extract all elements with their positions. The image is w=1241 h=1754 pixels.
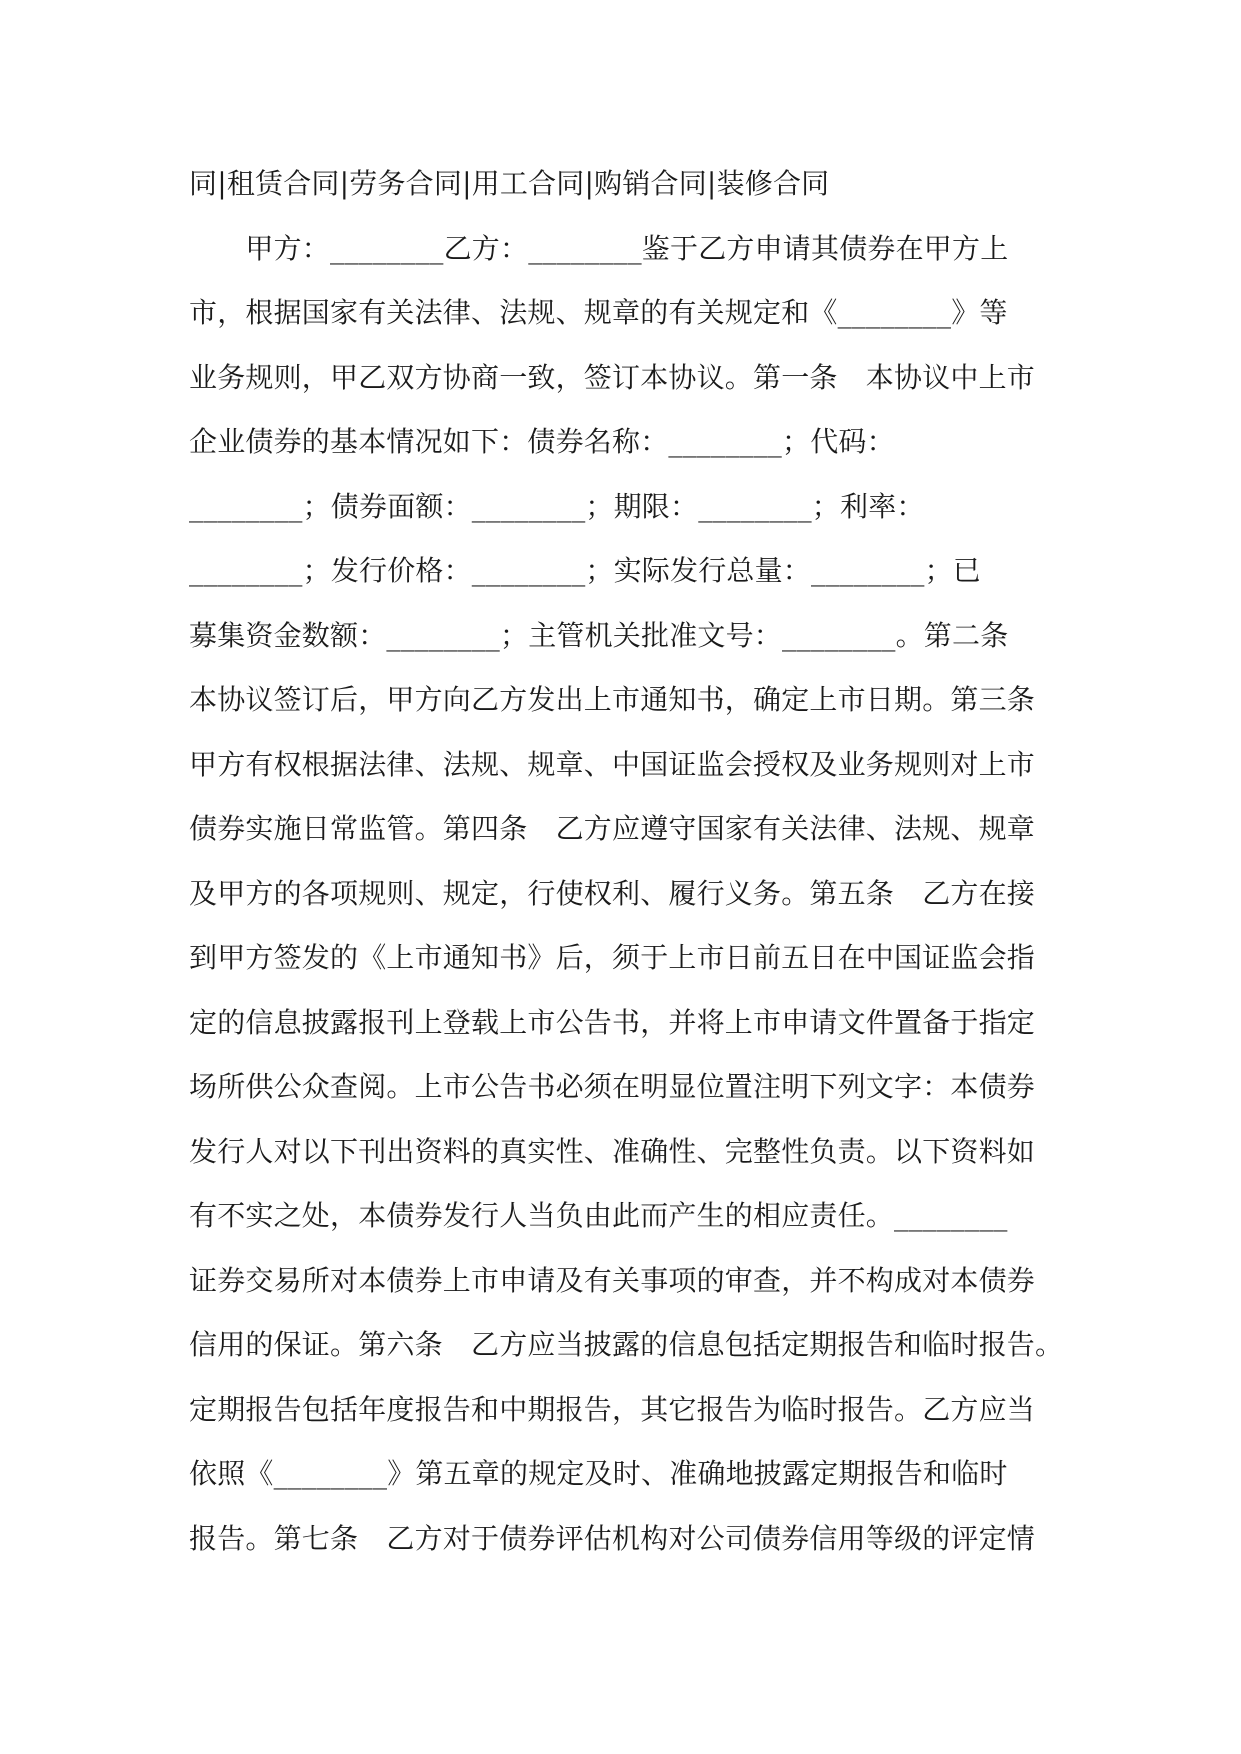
- document-line: 本协议签订后，甲方向乙方发出上市通知书，确定上市日期。第三条: [189, 683, 1036, 716]
- document-line: 同|租赁合同|劳务合同|用工合同|购销合同|装修合同: [189, 167, 830, 200]
- document-line: 定的信息披露报刊上登载上市公告书，并将上市申请文件置备于指定: [189, 1006, 1036, 1039]
- document-line: 依照《________》第五章的规定及时、准确地披露定期报告和临时: [189, 1457, 1008, 1490]
- document-line: 发行人对以下刊出资料的真实性、准确性、完整性负责。以下资料如: [189, 1135, 1036, 1168]
- document-line: 企业债券的基本情况如下：债券名称：________；代码：: [189, 425, 895, 458]
- document-line: 报告。第七条 乙方对于债券评估机构对公司债券信用等级的评定情: [189, 1522, 1036, 1555]
- document-line: 甲方有权根据法律、法规、规章、中国证监会授权及业务规则对上市: [189, 748, 1036, 781]
- document-line: ________；发行价格：________；实际发行总量：________；已: [189, 554, 982, 587]
- document-line: 场所供公众查阅。上市公告书必须在明显位置注明下列文字：本债券: [189, 1070, 1036, 1103]
- document-line: 到甲方签发的《上市通知书》后，须于上市日前五日在中国证监会指: [189, 941, 1036, 974]
- document-line: ________；债券面额：________；期限：________；利率：: [189, 490, 925, 523]
- document-line: 信用的保证。第六条 乙方应当披露的信息包括定期报告和临时报告。: [189, 1328, 1064, 1361]
- document-line: 及甲方的各项规则、规定，行使权利、履行义务。第五条 乙方在接: [189, 877, 1036, 910]
- document-line: 定期报告包括年度报告和中期报告，其它报告为临时报告。乙方应当: [189, 1393, 1036, 1426]
- document-line: 市，根据国家有关法律、法规、规章的有关规定和《________》等: [189, 296, 1008, 329]
- document-line: 业务规则，甲乙双方协商一致，签订本协议。第一条 本协议中上市: [189, 361, 1036, 394]
- document-line: 甲方：________乙方：________鉴于乙方申请其债券在甲方上: [189, 232, 1009, 265]
- document-line: 证券交易所对本债券上市申请及有关事项的审查，并不构成对本债券: [189, 1264, 1036, 1297]
- document-line: 募集资金数额：________；主管机关批准文号：________。第二条: [189, 619, 1009, 652]
- document-line: 债券实施日常监管。第四条 乙方应遵守国家有关法律、法规、规章: [189, 812, 1036, 845]
- document-line: 有不实之处，本债券发行人当负由此而产生的相应责任。________: [189, 1199, 1008, 1232]
